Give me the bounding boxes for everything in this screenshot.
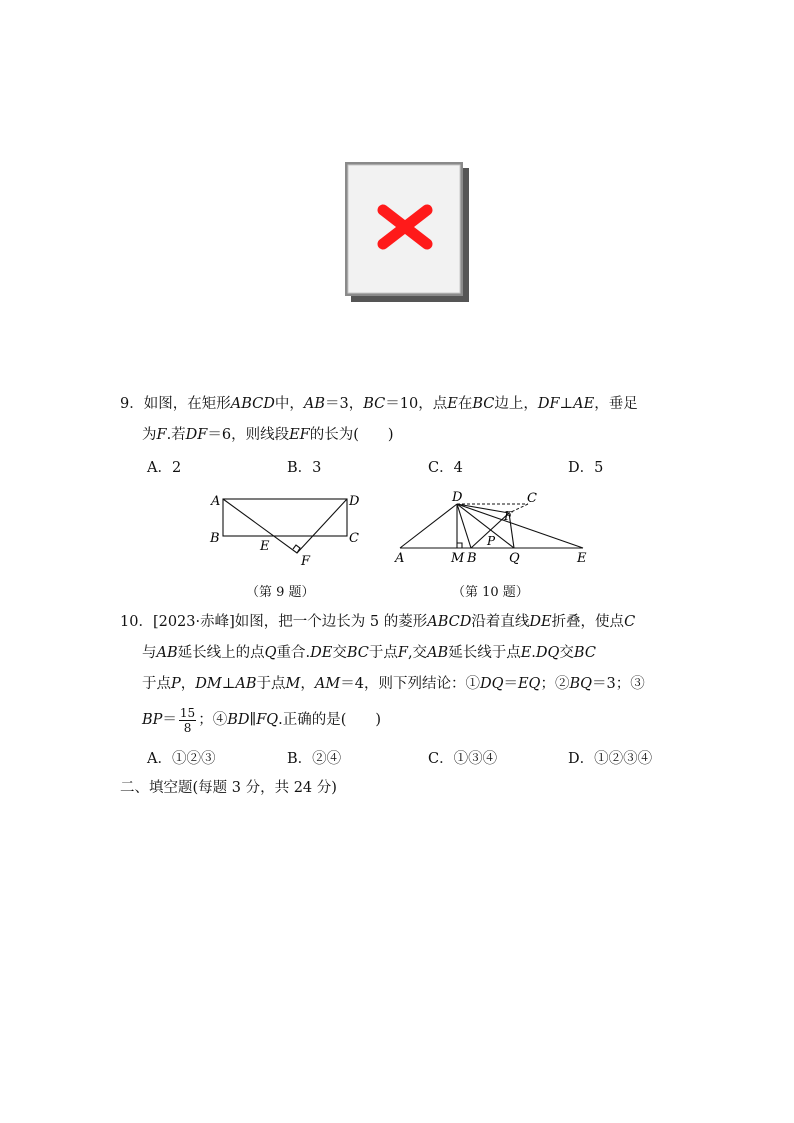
label-f: F: [504, 509, 513, 523]
fraction-15-8: $\frac{15}{8}$: [179, 705, 196, 735]
label-m: M: [451, 551, 465, 566]
q9-option-b[interactable]: B．3: [287, 460, 322, 476]
label-c: C: [527, 491, 537, 506]
label-d: D: [349, 494, 360, 509]
q10-line-4: BP＝ $\frac{15}{8}$ ；④BD∥FQ.正确的是( ): [142, 705, 382, 735]
figure-9: [205, 488, 370, 570]
segment-de: [457, 504, 583, 548]
label-b: B: [210, 531, 220, 546]
label-f: F: [301, 554, 311, 569]
q9-option-a[interactable]: A．2: [147, 460, 182, 476]
q10-option-a[interactable]: A．①②③: [147, 751, 216, 767]
caption-10: （第 10 题）: [452, 585, 529, 600]
label-a: A: [395, 551, 405, 566]
q9-option-c[interactable]: C．4: [428, 460, 463, 476]
question-10: [120, 607, 645, 740]
label-e: E: [260, 539, 270, 554]
broken-image-icon: [345, 162, 469, 302]
right-angle-mark: [293, 545, 300, 553]
q9-line-1: 9．如图，在矩形ABCD中，AB＝3，BC＝10，点E在BC边上，DF⊥AE，垂足: [120, 396, 638, 412]
question-9: [120, 389, 638, 451]
rectangle-abcd: [223, 499, 347, 536]
section-heading-fill-in: 二、填空题(每题 3 分，共 24 分): [120, 780, 337, 796]
q10-option-c[interactable]: C．①③④: [428, 751, 498, 767]
label-a: A: [211, 494, 221, 509]
q10-line-1: 10．[2023·赤峰]如图，把一个边长为 5 的菱形ABCD沿着直线DE折叠，使点C: [120, 614, 636, 630]
segment-db: [457, 504, 471, 548]
q10-option-b[interactable]: B．②④: [287, 751, 342, 767]
q9-option-d[interactable]: D．5: [568, 460, 604, 476]
q9-line-2: 为F.若DF＝6，则线段EF的长为( ): [142, 427, 394, 443]
label-e: E: [577, 551, 587, 566]
segment-df: [457, 504, 509, 513]
label-b: B: [467, 551, 477, 566]
q10-line-3: 于点P，DM⊥AB于点M，AM＝4，则下列结论：①DQ＝EQ；②BQ＝3；③: [142, 676, 645, 692]
q10-option-d[interactable]: D．①②③④: [568, 751, 653, 767]
side-ad: [400, 504, 457, 548]
label-p: P: [487, 534, 496, 548]
figure-10: [390, 488, 595, 570]
q10-line-2: 与AB延长线上的点Q重合.DE交BC于点F,交AB延长线于点E.DQ交BC: [142, 645, 596, 661]
label-d: D: [452, 490, 463, 505]
right-angle-mark-m: [457, 543, 462, 548]
segments-ae-df: [223, 499, 347, 553]
label-q: Q: [509, 551, 520, 566]
label-c: C: [349, 531, 359, 546]
caption-9: （第 9 题）: [246, 585, 315, 600]
